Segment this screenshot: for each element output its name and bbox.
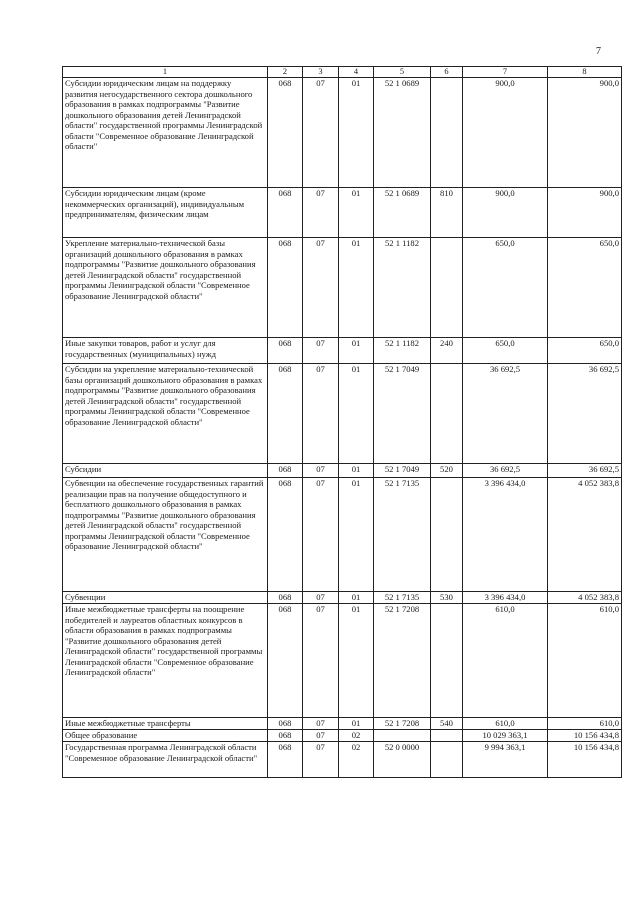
table-row [63, 604, 622, 718]
row-amount-col7: 650,0 [463, 238, 548, 338]
row-section: 07 [303, 592, 339, 604]
row-name: Иные межбюджетные трансферты на поощрение победителей и лауреатов областных конкурсов в области образования в рамках подпрограммы "Развитие дошкольного образования детей Ленинградской области" государственной программы Ленинградской области "Современное образование Ленинградской области" [63, 604, 268, 718]
row-amount-col7: 10 029 363,1 [463, 730, 548, 742]
header-col-7: 7 [463, 67, 548, 78]
row-subsection: 01 [339, 718, 374, 730]
row-amount-col8: 650,0 [548, 238, 622, 338]
row-amount-col7: 610,0 [463, 604, 548, 718]
row-amount-col7: 900,0 [463, 78, 548, 188]
row-amount-col7: 3 396 434,0 [463, 478, 548, 592]
row-name: Иные межбюджетные трансферты [63, 718, 268, 730]
row-name: Иные закупки товаров, работ и услуг для государственных (муниципальных) нужд [63, 338, 268, 364]
row-target-article: 52 1 0689 [374, 188, 431, 238]
row-name: Субсидии [63, 464, 268, 478]
row-amount-col8: 650,0 [548, 338, 622, 364]
row-subsection: 01 [339, 338, 374, 364]
table-row [63, 238, 622, 338]
row-admin-code: 068 [268, 238, 303, 338]
table-row [63, 78, 622, 188]
row-admin-code: 068 [268, 338, 303, 364]
table-row [63, 592, 622, 604]
table-row [63, 338, 622, 364]
row-subsection: 01 [339, 78, 374, 188]
row-subsection: 02 [339, 742, 374, 778]
row-subsection: 01 [339, 188, 374, 238]
row-subsection: 01 [339, 592, 374, 604]
row-subsection: 02 [339, 730, 374, 742]
row-name: Субвенции на обеспечение государственных гарантий реализации прав на получение общедоступного и бесплатного дошкольного образования в рамках подпрограммы "Развитие дошкольного образования детей Ленинградской области" государственной программы Ленинградской области "Современное образование Ленинградской области" [63, 478, 268, 592]
header-col-3: 3 [303, 67, 339, 78]
row-amount-col8: 36 692,5 [548, 364, 622, 464]
row-target-article: 52 1 0689 [374, 78, 431, 188]
row-section: 07 [303, 478, 339, 592]
row-name: Субвенции [63, 592, 268, 604]
row-amount-col8: 610,0 [548, 604, 622, 718]
row-expense-type [431, 238, 463, 338]
row-admin-code: 068 [268, 464, 303, 478]
row-expense-type [431, 364, 463, 464]
row-amount-col8: 900,0 [548, 188, 622, 238]
row-target-article: 52 1 1182 [374, 338, 431, 364]
row-expense-type: 810 [431, 188, 463, 238]
row-name: Государственная программа Ленинградской области "Современное образование Ленинградской области" [63, 742, 268, 778]
row-section: 07 [303, 742, 339, 778]
header-col-2: 2 [268, 67, 303, 78]
row-expense-type [431, 478, 463, 592]
row-admin-code: 068 [268, 364, 303, 464]
row-admin-code: 068 [268, 730, 303, 742]
row-target-article: 52 1 7208 [374, 718, 431, 730]
row-expense-type: 520 [431, 464, 463, 478]
row-amount-col7: 9 994 363,1 [463, 742, 548, 778]
table-row [63, 188, 622, 238]
row-admin-code: 068 [268, 478, 303, 592]
row-section: 07 [303, 238, 339, 338]
header-col-8: 8 [548, 67, 622, 78]
table-row [63, 478, 622, 592]
header-col-6: 6 [431, 67, 463, 78]
row-name: Укрепление материально-технической базы организаций дошкольного образования в рамках подпрограммы "Развитие дошкольного образования детей Ленинградской области" государственной программы Ленинградской области "Современное образование Ленинградской области" [63, 238, 268, 338]
row-admin-code: 068 [268, 742, 303, 778]
row-amount-col7: 36 692,5 [463, 464, 548, 478]
row-admin-code: 068 [268, 78, 303, 188]
row-amount-col8: 4 052 383,8 [548, 592, 622, 604]
budget-table [62, 66, 622, 778]
row-section: 07 [303, 730, 339, 742]
row-expense-type: 540 [431, 718, 463, 730]
row-name: Субсидии юридическим лицам на поддержку развития негосударственного сектора дошкольного образования в рамках подпрограммы "Развитие дошкольного образования детей Ленинградской области" государственной программы Ленинградской области "Современное образование Ленинградской области" [63, 78, 268, 188]
row-target-article: 52 0 0000 [374, 742, 431, 778]
row-section: 07 [303, 718, 339, 730]
row-expense-type [431, 742, 463, 778]
table-row [63, 718, 622, 730]
row-amount-col8: 36 692,5 [548, 464, 622, 478]
row-section: 07 [303, 188, 339, 238]
table-row [63, 730, 622, 742]
row-admin-code: 068 [268, 718, 303, 730]
row-subsection: 01 [339, 364, 374, 464]
row-expense-type [431, 78, 463, 188]
row-expense-type [431, 730, 463, 742]
row-admin-code: 068 [268, 604, 303, 718]
row-subsection: 01 [339, 464, 374, 478]
row-target-article: 52 1 7135 [374, 592, 431, 604]
row-target-article: 52 1 7049 [374, 464, 431, 478]
row-admin-code: 068 [268, 592, 303, 604]
row-subsection: 01 [339, 604, 374, 718]
row-target-article: 52 1 7049 [374, 364, 431, 464]
row-amount-col7: 650,0 [463, 338, 548, 364]
row-target-article: 52 1 1182 [374, 238, 431, 338]
row-amount-col8: 10 156 434,8 [548, 742, 622, 778]
header-col-4: 4 [339, 67, 374, 78]
row-target-article: 52 1 7208 [374, 604, 431, 718]
page-number: 7 [596, 46, 601, 57]
row-section: 07 [303, 604, 339, 718]
row-amount-col8: 900,0 [548, 78, 622, 188]
row-expense-type: 240 [431, 338, 463, 364]
row-name: Субсидии на укрепление материально-технической базы организаций дошкольного образования в рамках подпрограммы "Развитие дошкольного образования детей Ленинградской области" государственной программы Ленинградской области "Современное образование Ленинградской области" [63, 364, 268, 464]
header-row [63, 67, 622, 78]
header-col-5: 5 [374, 67, 431, 78]
row-expense-type [431, 604, 463, 718]
header-col-1: 1 [63, 67, 268, 78]
row-amount-col7: 36 692,5 [463, 364, 548, 464]
row-section: 07 [303, 364, 339, 464]
row-name: Общее образование [63, 730, 268, 742]
row-admin-code: 068 [268, 188, 303, 238]
row-expense-type: 530 [431, 592, 463, 604]
row-amount-col7: 3 396 434,0 [463, 592, 548, 604]
row-target-article [374, 730, 431, 742]
row-amount-col8: 610,0 [548, 718, 622, 730]
table-row [63, 464, 622, 478]
row-section: 07 [303, 464, 339, 478]
row-section: 07 [303, 78, 339, 188]
table-row [63, 742, 622, 778]
row-amount-col7: 610,0 [463, 718, 548, 730]
row-subsection: 01 [339, 238, 374, 338]
row-amount-col7: 900,0 [463, 188, 548, 238]
row-name: Субсидии юридическим лицам (кроме некоммерческих организаций), индивидуальным предпринимателям, физическим лицам [63, 188, 268, 238]
row-subsection: 01 [339, 478, 374, 592]
row-section: 07 [303, 338, 339, 364]
row-amount-col8: 10 156 434,8 [548, 730, 622, 742]
row-target-article: 52 1 7135 [374, 478, 431, 592]
row-amount-col8: 4 052 383,8 [548, 478, 622, 592]
table-row [63, 364, 622, 464]
